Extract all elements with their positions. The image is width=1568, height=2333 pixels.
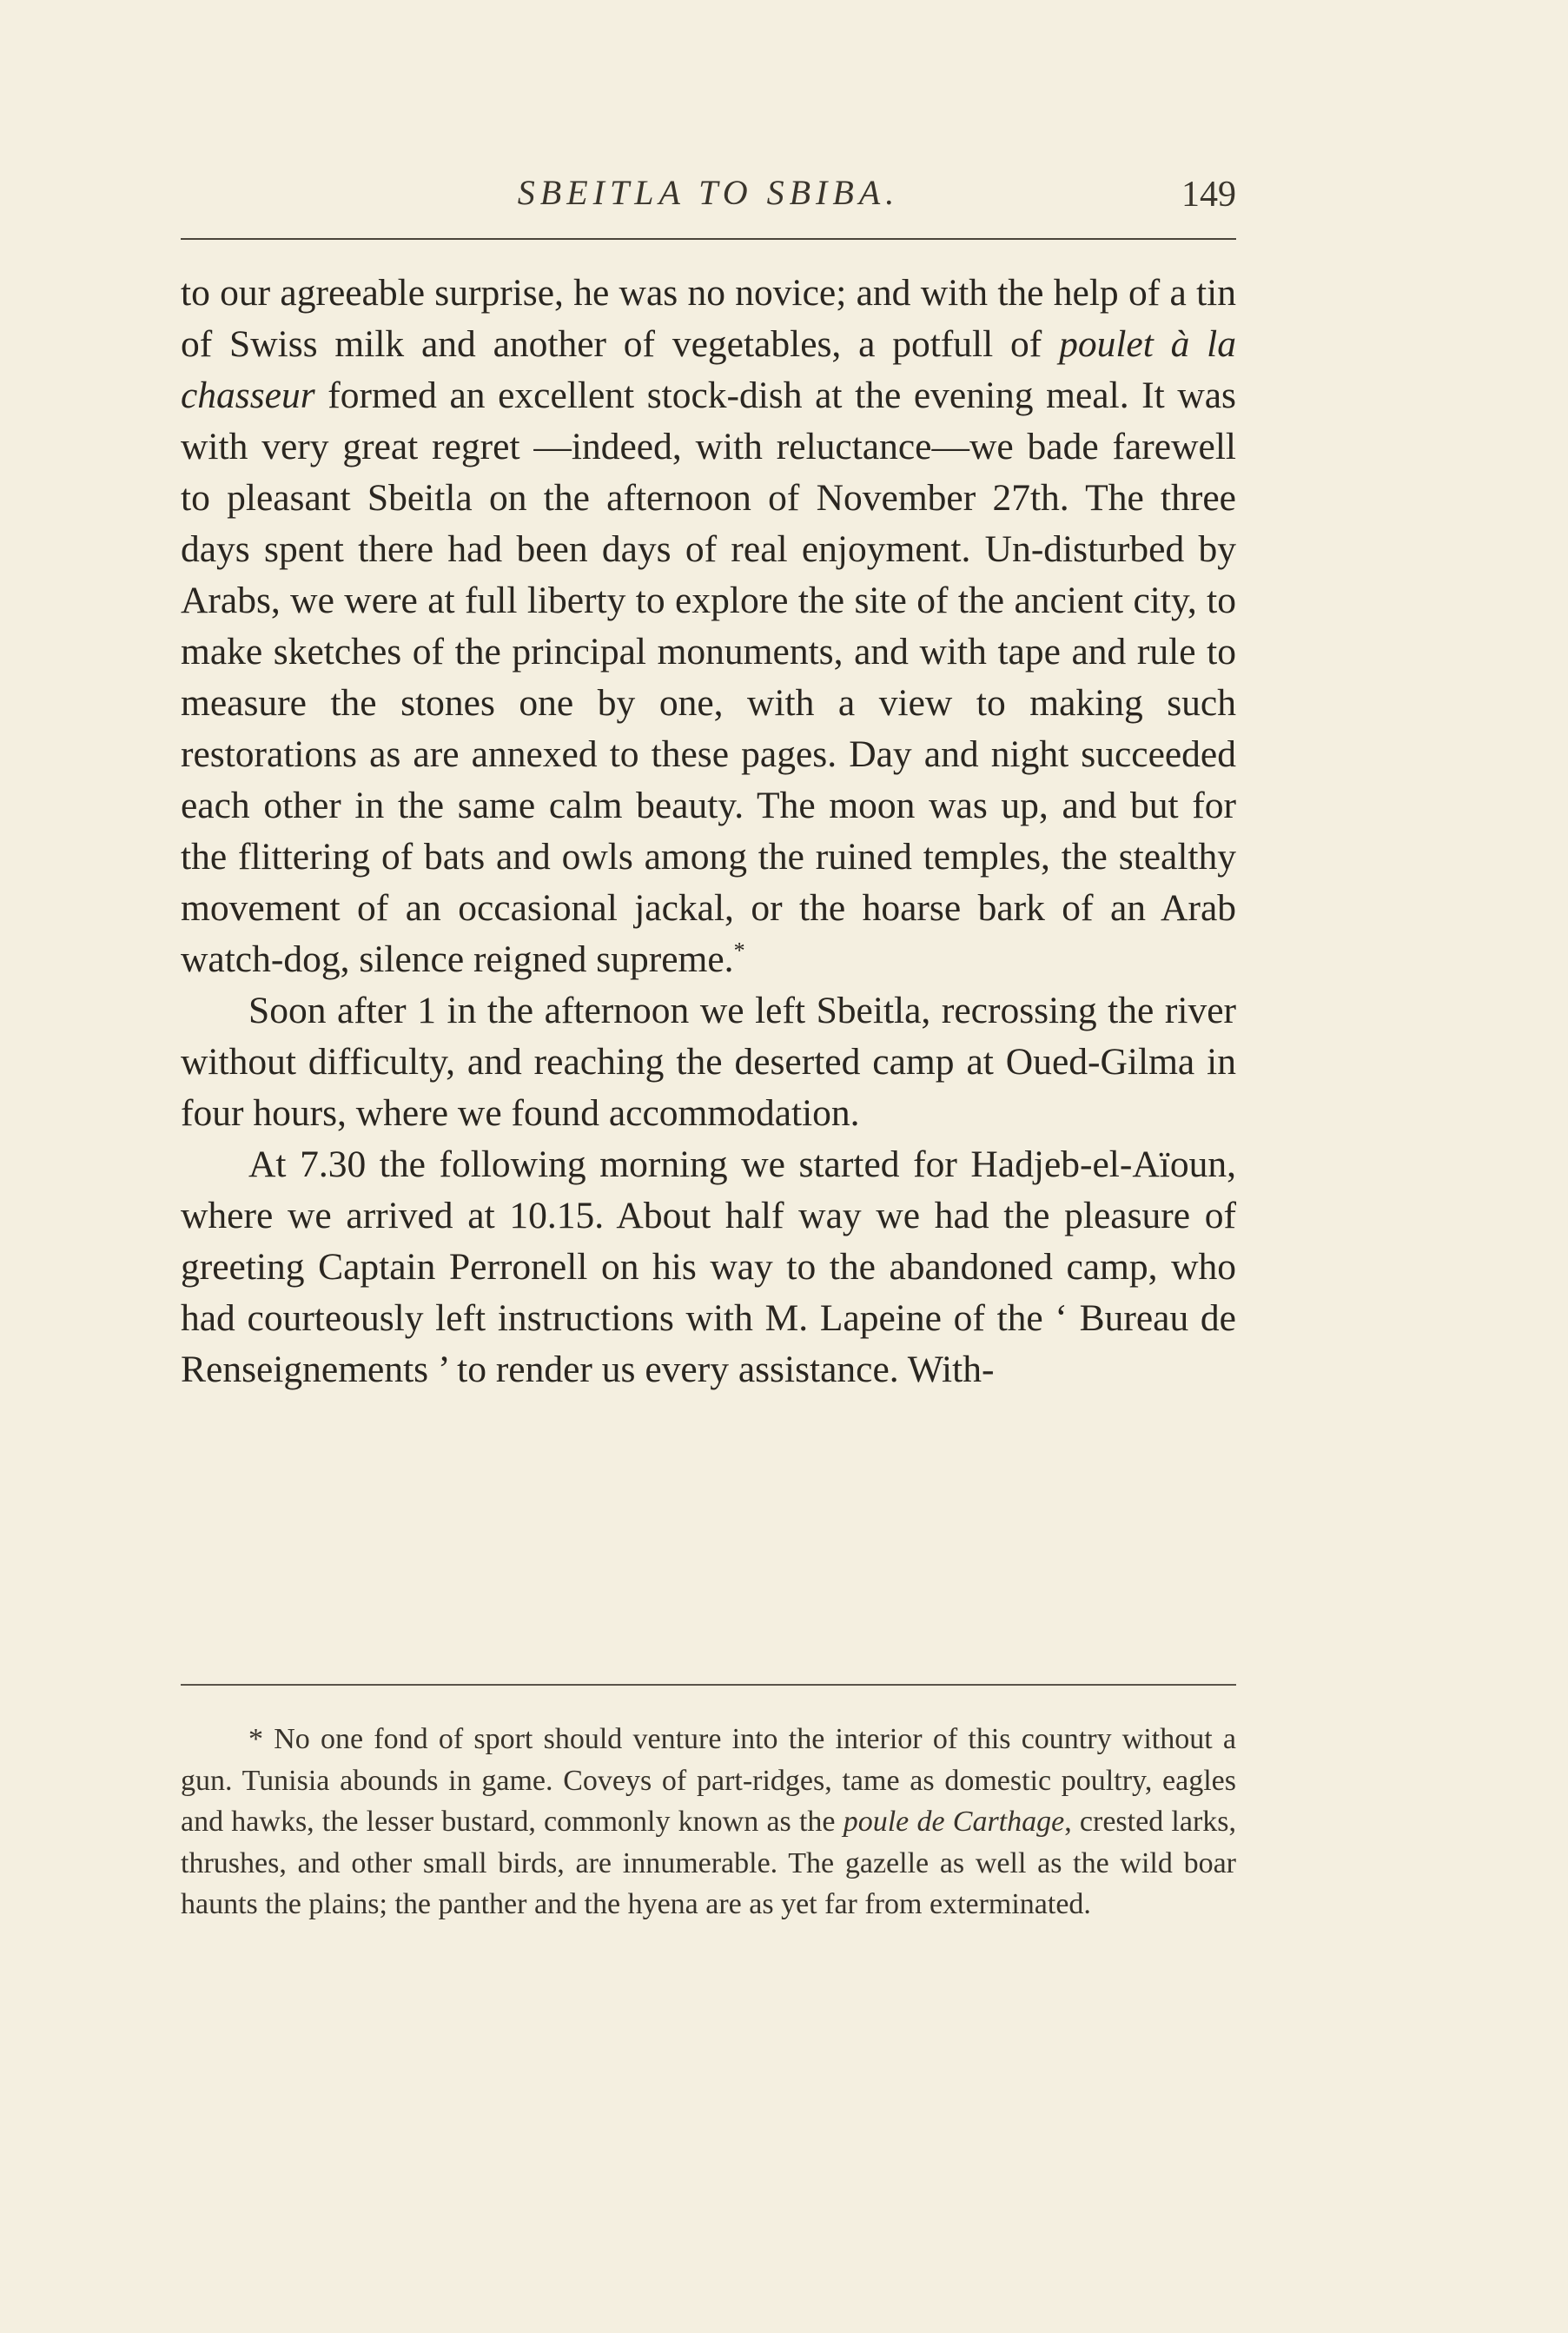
body-text: [181, 268, 1236, 1395]
page-number: 149: [1181, 175, 1236, 215]
header-rule: [181, 238, 1236, 240]
footnote-text-a: * No one fond of sport should venture into the interior of this country without a gun. Tunisia abounds in game. Coveys of part-ridges, tame as domestic poultry, eagles and hawks, the lesser bustard, commonly known as the: [181, 1723, 1236, 1838]
italic-phrase-poule: poule de Carthage: [843, 1806, 1065, 1838]
running-title: SBEITLA TO SBIBA.: [517, 173, 900, 212]
footnote-reference: *: [733, 938, 745, 964]
running-head: [181, 172, 1236, 228]
paragraph-2: Soon after 1 in the afternoon we left Sbeitla, recrossing the river without difficulty, and reaching the deserted camp at Oued-Gilma in four hours, where we found accommodation.: [181, 990, 1236, 1134]
paragraph-1: [181, 268, 1236, 985]
footnote: [181, 1719, 1236, 1925]
italic-phrase-poulet: poulet à la chasseur: [181, 323, 1236, 416]
paragraph-1-text-b: formed an excellent stock-dish at the evening meal. It was with very great regret —indeed, with reluctance—we bade farewell to pleasant Sbeitla on the afternoon of November 27th. The three days spent there had been days of real enjoyment. Un-disturbed by Arabs, we were at full liberty to explore the site of the ancient city, to make sketches of the principal monuments, and with tape and rule to measure the stones one by one, with a view to making such restorations as are annexed to these pages. Day and night succeeded each other in the same calm beauty. The moon was up, and but for the flittering of bats and owls among the ruined temples, the stealthy movement of an occasional jackal, or the hoarse bark of an Arab watch-dog, silence reigned supreme.: [181, 374, 1236, 980]
footnote-rule: [181, 1684, 1236, 1686]
footnote-text-b: , crested larks, thrushes, and other small birds, are innumerable. The gazelle as well as the wild boar haunts the plains; the panther and the hyena are as yet far from exterminated.: [181, 1806, 1236, 1920]
paragraph-1-text-a: to our agreeable surprise, he was no novice; and with the help of a tin of Swiss milk and another of vegetables, a potfull of: [181, 272, 1236, 365]
paragraph-3: At 7.30 the following morning we started for Hadjeb-el-Aïoun, where we arrived at 10.15. About half way we had the pleasure of greeting Captain Perronell on his way to the abandoned camp, who had courteously left instructions with M. Lapeine of the ‘ Bureau de Renseignements ’ to render us every assistance. With-: [181, 1143, 1236, 1390]
